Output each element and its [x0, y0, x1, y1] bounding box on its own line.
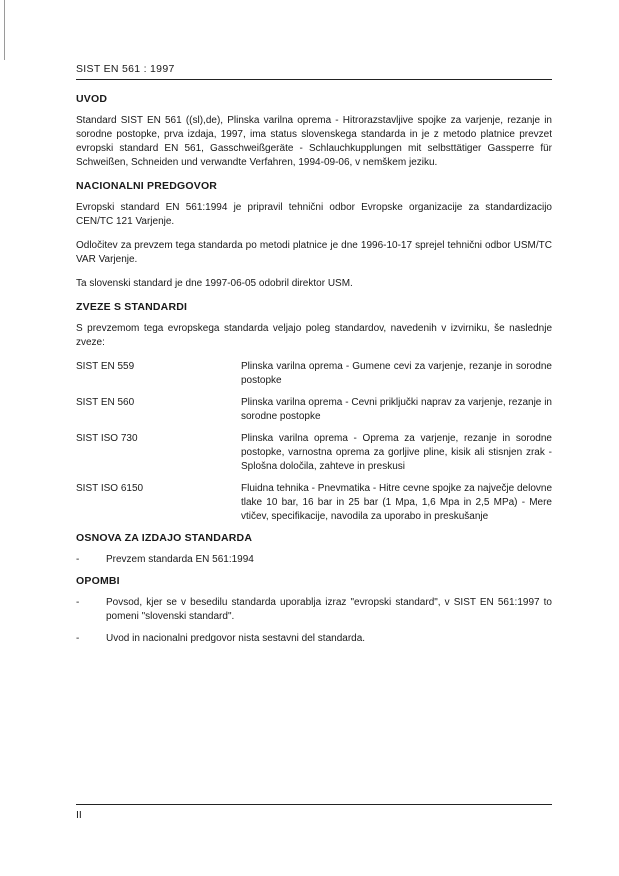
list-item [76, 553, 552, 567]
document-body [76, 93, 552, 654]
nacionalni-paragraph: Ta slovenski standard je dne 1997-06-05 odobril direktor USM. [76, 278, 353, 289]
section-nacionalni-predgovor [76, 180, 552, 291]
section-heading-opombi: OPOMBI [76, 575, 120, 587]
reference-code: SIST ISO 6150 [76, 483, 144, 494]
section-heading-nacionalni-predgovor: NACIONALNI PREDGOVOR [76, 180, 218, 192]
reference-title: Fluidna tehnika - Pnevmatika - Hitre cevne spojke za največje delovne tlake 10 bar, 16 bar in 25 bar (1 Mpa, 1,6 Mpa in 2,5 MPa) - Mere vtičev, specifikacije, navodila za uporabo in preskušanje [241, 483, 552, 522]
reference-code: SIST EN 559 [76, 361, 135, 372]
reference-row [76, 482, 552, 524]
document-header: SIST EN 561 : 1997 [76, 63, 175, 75]
nacionalni-paragraph: Odločitev za prevzem tega standarda po metodi platnice je dne 1996-10-17 sprejel tehnični odbor USM/TC VAR Varjenje. [76, 240, 552, 265]
scan-edge-line [4, 0, 5, 60]
nacionalni-paragraph: Evropski standard EN 561:1994 je pripravil tehnični odbor Evropske organizacije za standardizacijo CEN/TC 121 Varjenje. [76, 202, 552, 227]
list-item-text: Uvod in nacionalni predgovor nista sestavni del standarda. [106, 633, 366, 644]
dash-bullet: - [76, 597, 80, 608]
section-opombi [76, 575, 552, 646]
footer-divider [76, 804, 552, 805]
reference-code: SIST ISO 730 [76, 433, 138, 444]
list-item-text: Prevzem standarda EN 561:1994 [106, 554, 254, 565]
list-item [76, 596, 552, 624]
reference-row [76, 432, 552, 474]
reference-row [76, 396, 552, 424]
reference-title: Plinska varilna oprema - Gumene cevi za varjenje, rezanje in sorodne postopke [241, 361, 552, 386]
dash-bullet: - [76, 554, 80, 565]
section-osnova-za-izdajo [76, 532, 552, 567]
page-number: II [76, 809, 82, 821]
dash-bullet: - [76, 633, 80, 644]
reference-title: Plinska varilna oprema - Cevni priključki naprav za varjenje, rezanje in sorodne postopke [241, 397, 552, 422]
reference-code: SIST EN 560 [76, 397, 135, 408]
zveze-intro: S prevzemom tega evropskega standarda veljajo poleg standardov, navedenih v izvirniku, še naslednje zveze: [76, 323, 552, 348]
section-heading-zveze-s-standardi: ZVEZE S STANDARDI [76, 301, 188, 313]
section-zveze-s-standardi [76, 301, 552, 524]
section-uvod [76, 93, 552, 170]
header-divider [76, 79, 552, 80]
section-heading-uvod: UVOD [76, 93, 108, 105]
section-heading-osnova-za-izdajo: OSNOVA ZA IZDAJO STANDARDA [76, 532, 253, 544]
list-item-text: Povsod, kjer se v besedilu standarda uporablja izraz "evropski standard", v SIST EN 561:1997 to pomeni "slovenski standard". [106, 597, 552, 622]
reference-list [76, 360, 552, 524]
reference-title: Plinska varilna oprema - Oprema za varjenje, rezanje in sorodne postopke, varnostna oprema za gorljive pline, kisik ali stisnjen zrak - Splošna določila, zahteve in preskusi [241, 433, 552, 472]
list-item [76, 632, 552, 646]
reference-row [76, 360, 552, 388]
uvod-paragraph: Standard SIST EN 561 ((sl),de), Plinska varilna oprema - Hitrorazstavljive spojke za varjenje, rezanje in sorodne postopke, prva izdaja, 1997, ima status slovenskega standarda in je z metodo platnice prevzet evropski standard EN 561, Gasschweißgeräte - Schlauchkupplungen mit selbsttätiger Gassperre für Schweißen, Schneiden und verwandte Verfahren, 1994-09-06, v nemškem jeziku. [76, 115, 552, 168]
